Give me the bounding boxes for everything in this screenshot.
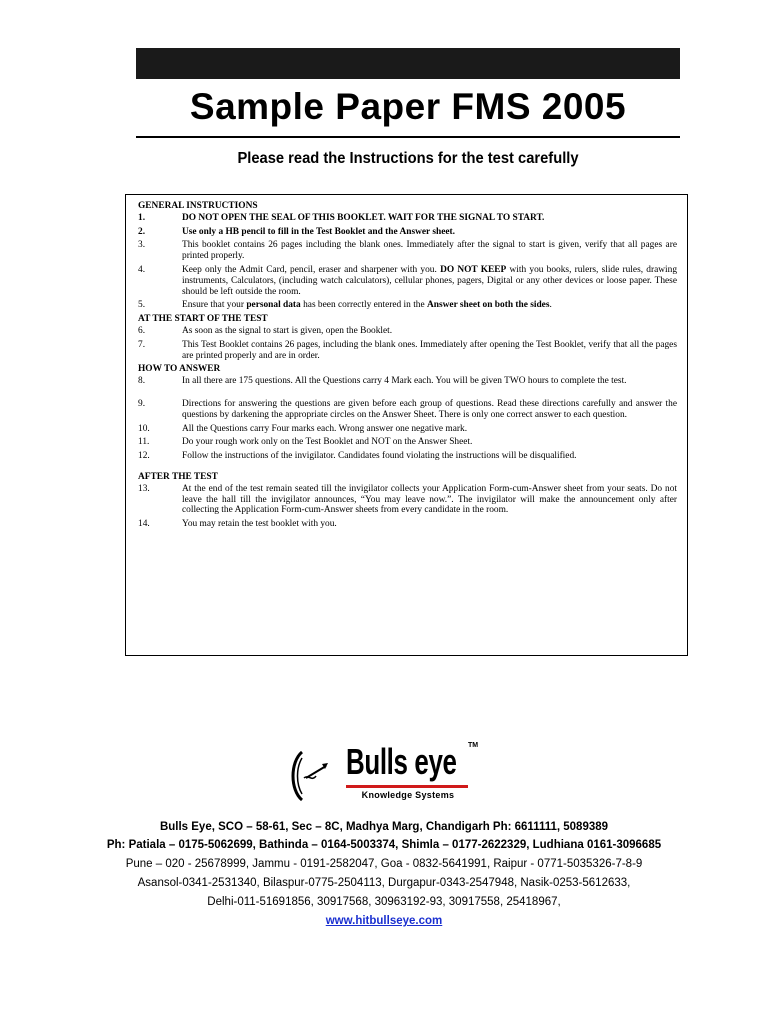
emphasis-text: personal data <box>246 300 301 311</box>
instruction-number: 10. <box>138 423 150 434</box>
instruction-item <box>138 227 677 238</box>
instructions-box <box>125 194 688 656</box>
section-heading-after: AFTER THE TEST <box>138 471 218 482</box>
footer-phone-line: Ph: Patiala – 0175-5062699, Bathinda – 0164-5003374, Shimla – 0177-2622329, Ludhiana 0161-3096685 <box>106 839 662 851</box>
instruction-number: 9. <box>138 398 146 409</box>
text-part: Ensure that your <box>182 300 244 311</box>
footer-branch-line: Pune – 020 - 25678999, Jammu - 0191-2582047, Goa - 0832-5641991, Raipur - 0771-5035326-7-8-9 <box>125 858 643 870</box>
instruction-number: 5. <box>138 300 146 311</box>
target-arrow-icon <box>288 748 328 804</box>
instruction-item <box>138 265 677 297</box>
instruction-number: 12. <box>138 451 150 462</box>
logo-name: Bulls eye <box>346 741 457 782</box>
instruction-number: 2. <box>138 226 146 237</box>
instruction-item <box>138 451 677 462</box>
instruction-number: 14. <box>138 519 150 530</box>
page-title: Sample Paper FMS 2005 <box>189 86 627 127</box>
text-part: Keep only the Admit Card, pencil, eraser and sharpener with you. <box>182 264 437 275</box>
instruction-text: Follow the instructions of the invigilator. Candidates found violating the instructions will be disqualified. <box>182 451 577 462</box>
footer-branch-line: Asansol-0341-2531340, Bilaspur-0775-2504113, Durgapur-0343-2547948, Nasik-0253-5612633, <box>137 877 631 889</box>
instruction-item <box>138 519 677 530</box>
section-heading-answer: HOW TO ANSWER <box>138 364 221 375</box>
instruction-text <box>182 265 677 297</box>
instruction-item <box>138 484 677 516</box>
instruction-item <box>138 340 677 362</box>
instruction-item <box>138 399 677 421</box>
instruction-text: This Test Booklet contains 26 pages, including the blank ones. Immediately after opening the Test Booklet, verify that all the pages are printed properly and are in order. <box>182 339 677 361</box>
text-part: with you books, rulers, slide rules, drawing instruments, Calculators, (including watch calculators), cellular phones, pagers, Digital or any other devices or loose paper. These should be left outside the room. <box>182 264 678 297</box>
emphasis-text: Answer sheet on both the sides <box>427 300 550 311</box>
instruction-number: 8. <box>138 376 146 387</box>
instruction-text: As soon as the signal to start is given, open the Booklet. <box>182 325 393 336</box>
instruction-item <box>138 240 677 262</box>
instruction-text: You may retain the test booklet with you. <box>182 519 337 530</box>
instruction-number: 4. <box>138 264 146 275</box>
emphasis-text: DO NOT KEEP <box>440 264 507 275</box>
instruction-number: 11. <box>138 437 150 448</box>
website-link[interactable]: www.hitbullseye.com <box>325 915 443 927</box>
page-subtitle: Please read the Instructions for the test carefully <box>237 150 579 167</box>
instruction-number: 6. <box>138 325 146 336</box>
section-heading-start: AT THE START OF THE TEST <box>138 314 268 325</box>
instruction-item <box>138 300 677 311</box>
footer-branch-line: Delhi-011-51691856, 30917568, 30963192-93, 30917558, 25418967, <box>207 896 561 908</box>
logo-tagline: Knowledge Systems <box>361 790 455 800</box>
logo-accent-bar <box>346 785 468 788</box>
instruction-item <box>138 437 677 448</box>
instruction-text: DO NOT OPEN THE SEAL OF THIS BOOKLET. WAIT FOR THE SIGNAL TO START. <box>182 212 545 223</box>
instruction-text: Use only a HB pencil to fill in the Test Booklet and the Answer sheet. <box>182 226 456 237</box>
instruction-text: This booklet contains 26 pages including the blank ones. Immediately after the signal to start is given, verify that all pages are printed properly. <box>182 240 677 262</box>
instruction-item <box>138 213 677 224</box>
instruction-item <box>138 376 677 387</box>
text-part: has been correctly entered in the <box>303 300 425 311</box>
bulls-eye-logo <box>288 742 488 804</box>
instruction-number: 13. <box>138 483 150 494</box>
title-divider <box>136 136 680 138</box>
instruction-text: Directions for answering the questions are given before each group of questions. Read these directions carefully and answer the questions by darkening the appropriate circles on the Answer Sheet. There is only one correct answer to each question. <box>182 398 677 420</box>
instruction-text <box>182 300 677 311</box>
instruction-text: At the end of the test remain seated till the invigilator collects your Application Form-cum-Answer sheet from your seats. Do not leave the hall till the invigilator announces, “You may leave now.”. The invigilator will make the announcement only after collecting the Application Form-cum-Answer sheets from every candidate in the room. <box>182 483 677 516</box>
header-bar <box>136 48 680 79</box>
instruction-item <box>138 424 677 435</box>
section-heading-general: GENERAL INSTRUCTIONS <box>138 201 258 211</box>
instruction-text: All the Questions carry Four marks each. Wrong answer one negative mark. <box>182 423 468 434</box>
instruction-number: 1. <box>138 212 146 223</box>
trademark-mark: TM <box>468 742 479 749</box>
instruction-item <box>138 326 677 337</box>
instruction-text: In all there are 175 questions. All the Questions carry 4 Mark each. You will be given TWO hours to complete the test. <box>182 376 627 387</box>
text-part: . <box>549 300 552 311</box>
footer-address-line: Bulls Eye, SCO – 58-61, Sec – 8C, Madhya Marg, Chandigarh Ph: 6611111, 5089389 <box>159 821 609 833</box>
instruction-number: 3. <box>138 240 146 251</box>
instruction-text: Do your rough work only on the Test Booklet and NOT on the Answer Sheet. <box>182 437 473 448</box>
instruction-number: 7. <box>138 339 146 350</box>
